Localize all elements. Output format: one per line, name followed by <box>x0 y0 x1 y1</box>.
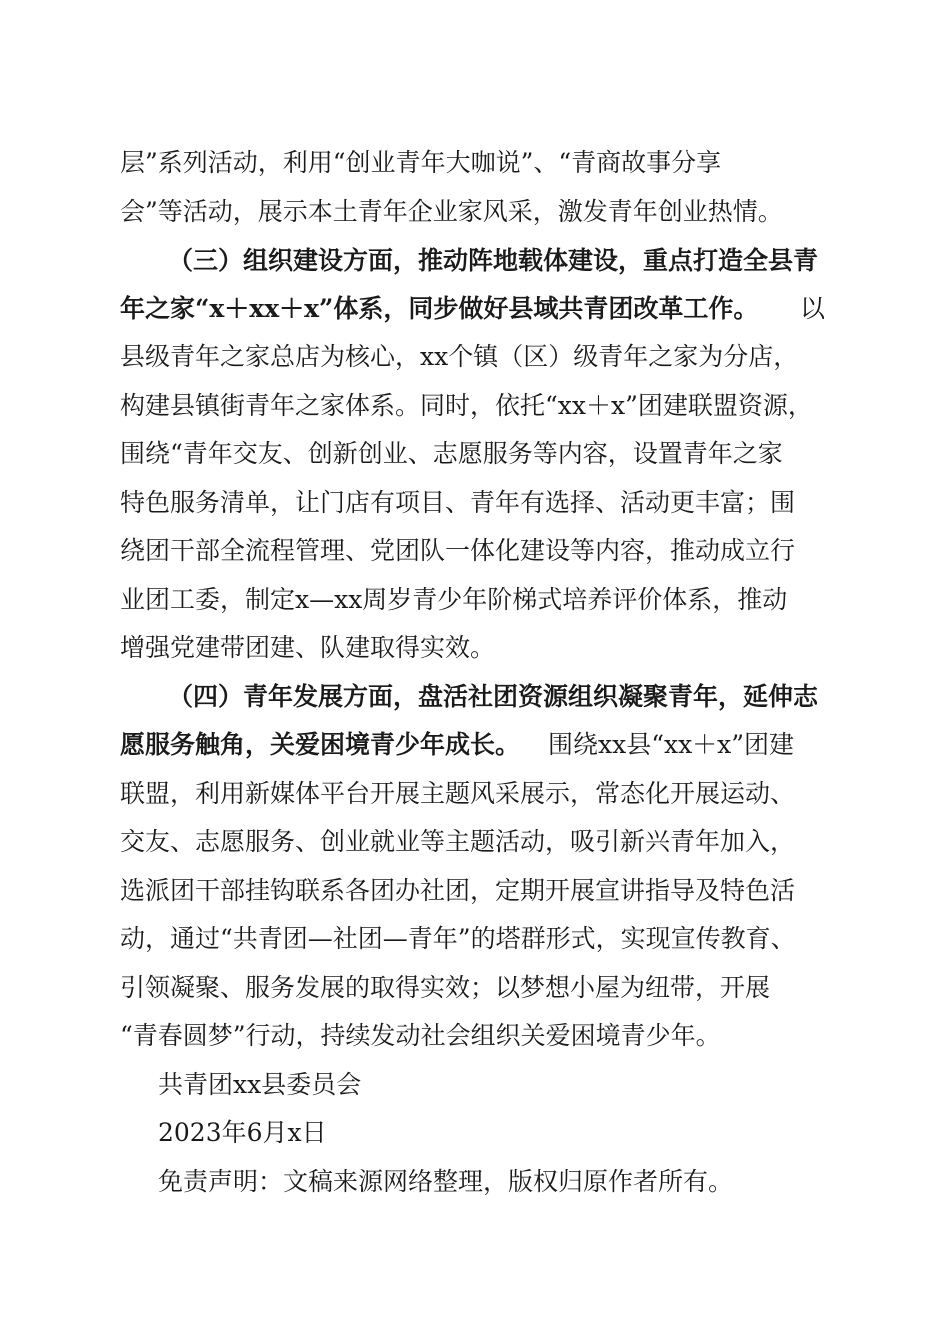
text-line: 围绕xx县“xx＋x”团建 <box>548 730 795 759</box>
text-line: 业团工委，制定x—xx周岁青少年阶梯式培养评价体系，推动 <box>120 585 788 614</box>
text-line: 会”等活动，展示本土青年企业家风采，激发青年创业热情。 <box>120 197 783 226</box>
text-line: 动，通过“共青团—社团—青年”的塔群形式，实现宣传教育、 <box>120 924 796 953</box>
text-line: 特色服务清单，让门店有项目、青年有选择、活动更丰富；围 <box>120 488 796 517</box>
section-three-heading: 年之家“x＋xx＋x”体系，同步做好县域共青团改革工作。 <box>120 294 759 323</box>
text-line: 选派团干部挂钩联系各团办社团，定期开展宣讲指导及特色活 <box>120 876 796 905</box>
disclaimer: 免责声明：文稿来源网络整理，版权归原作者所有。 <box>158 1167 734 1196</box>
section-three-heading: （三）组织建设方面，推动阵地载体建设，重点打造全县青 <box>168 246 819 275</box>
signature-date: 2023年6月x日 <box>158 1118 327 1147</box>
text-line: 联盟，利用新媒体平台开展主题风采展示，常态化开展运动、 <box>120 779 796 808</box>
section-four-heading: 愿服务触角，关爱困境青少年成长。 <box>120 730 521 759</box>
text-line: “青春圆梦”行动，持续发动社会组织关爱困境青少年。 <box>120 1021 721 1050</box>
text-line: 增强党建带团建、队建取得实效。 <box>120 633 496 662</box>
text-line: 以 <box>800 294 826 323</box>
text-line: 层”系列活动，利用“创业青年大咖说”、“青商故事分享 <box>120 148 722 177</box>
section-four-heading: （四）青年发展方面，盘活社团资源组织凝聚青年，延伸志 <box>168 682 819 711</box>
signature-organization: 共青团xx县委员会 <box>158 1070 362 1099</box>
text-line: 构建县镇街青年之家体系。同时，依托“xx＋x”团建联盟资源， <box>120 391 813 420</box>
text-line: 围绕“青年交友、创新创业、志愿服务等内容，设置青年之家 <box>120 439 783 468</box>
text-line: 交友、志愿服务、创业就业等主题活动，吸引新兴青年加入， <box>120 827 796 856</box>
text-line: 绕团干部全流程管理、党团队一体化建设等内容，推动成立行 <box>120 536 796 565</box>
text-line: 引领凝聚、服务发展的取得实效；以梦想小屋为纽带，开展 <box>120 973 771 1002</box>
text-line: 县级青年之家总店为核心，xx个镇（区）级青年之家为分店， <box>120 342 799 371</box>
